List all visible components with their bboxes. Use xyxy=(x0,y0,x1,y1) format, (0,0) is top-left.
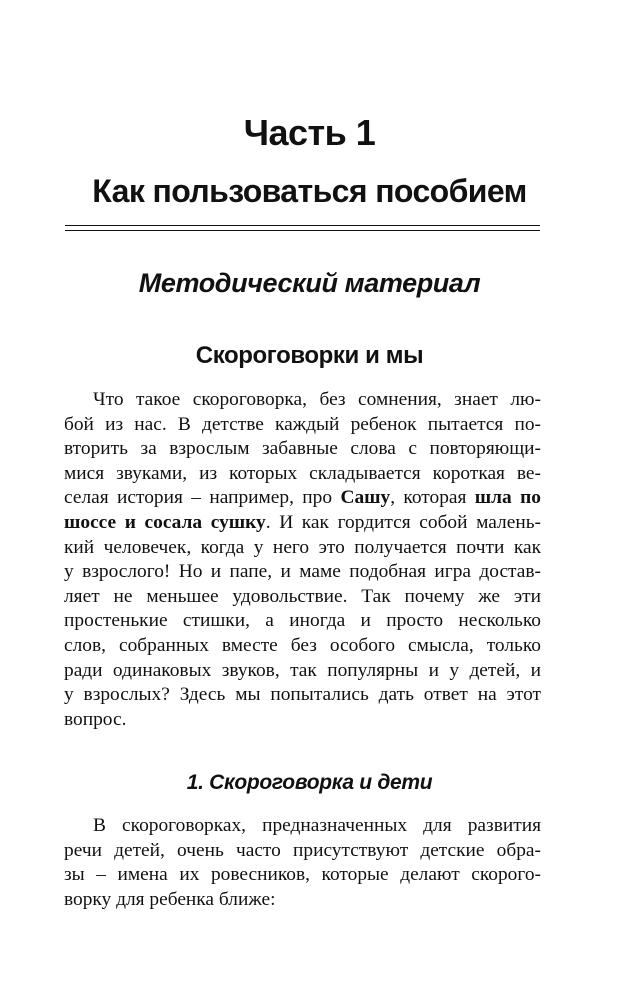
paragraph-line: ради одинаковых звуков, так популярны и у детей, и xyxy=(64,659,541,681)
paragraph-intro xyxy=(64,388,541,732)
paragraph-line: мися звуками, из которых складывается короткая ве- xyxy=(64,462,541,484)
bold-text-sasha: Сашу xyxy=(340,487,391,509)
paragraph-line: вторить за взрослым забавные слова с повторяющи- xyxy=(64,438,541,460)
paragraph-line: бой из нас. В детстве каждый ребенок пытается по- xyxy=(64,413,541,435)
paragraph-line: ляет не меньшее удовольствие. Так почему же эти xyxy=(64,585,541,607)
title-rule-bottom xyxy=(65,230,540,231)
title-rule-top xyxy=(65,225,540,226)
paragraph-children xyxy=(64,814,541,912)
paragraph-line: Что такое скороговорка, без сомнения, знает лю- xyxy=(93,389,541,410)
text-run: . И как гордится собой малень- xyxy=(265,511,541,533)
paragraph-line: у взрослых? Здесь мы попытались дать ответ на этот xyxy=(64,684,541,706)
paragraph-line: В скороговорках, предназначенных для развития xyxy=(93,815,541,836)
paragraph-line: ворку для ребенка ближе: xyxy=(64,888,276,910)
paragraph-line: простенькие стишки, а иногда и просто несколько xyxy=(64,610,541,632)
chapter-heading: 1. Скороговорка и дети xyxy=(186,771,433,794)
paragraph-line: вопрос. xyxy=(64,708,127,730)
paragraph-line: у взрослого! Но и папе, и маме подобная игра достав- xyxy=(64,561,541,583)
bold-text-shosse: шоссе и сосала сушку xyxy=(64,511,266,533)
part-title: Часть 1 xyxy=(243,112,376,153)
paragraph-line: кий человечек, когда у него это получается почти как xyxy=(64,536,541,558)
part-subtitle: Как пользоваться пособием xyxy=(92,173,527,209)
paragraph-line: зы – имена их ровесников, которые делают скорого- xyxy=(64,864,541,886)
paragraph-line xyxy=(64,486,541,511)
text-run: селая история – например, про xyxy=(64,487,341,509)
paragraph-line xyxy=(64,511,541,536)
text-run: , которая xyxy=(390,487,475,509)
paragraph-line: слов, собранных вместе без особого смысла, только xyxy=(64,634,541,656)
bold-text-shla-po: шла по xyxy=(474,487,541,509)
subsection-title: Скороговорки и мы xyxy=(195,342,424,369)
paragraph-line: речи детей, очень часто присутствуют детские обра- xyxy=(64,839,541,861)
section-title: Методический материал xyxy=(138,268,481,298)
